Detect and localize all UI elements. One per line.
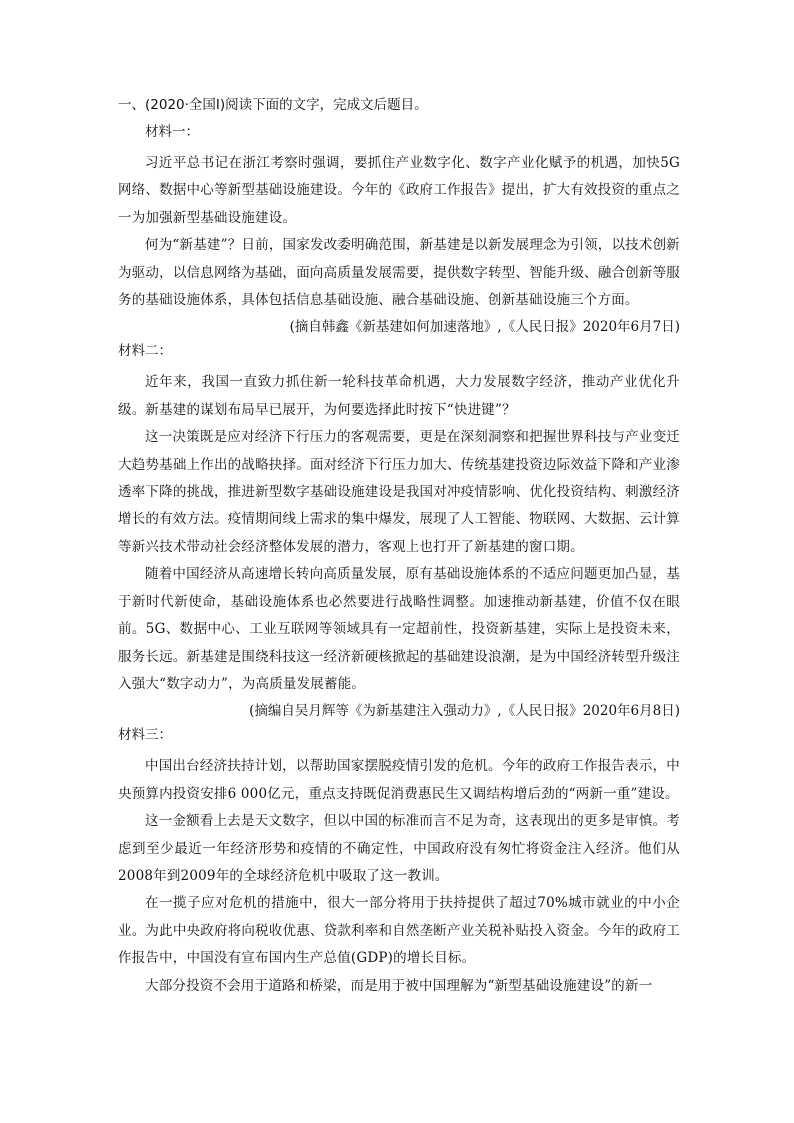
question-heading: 一、(2020·全国Ⅰ)阅读下面的文字，完成文后题目。 [118, 97, 428, 113]
material-1-label: 材料一： [145, 124, 199, 140]
material-2-paragraph: 近年来，我国一直致力抓住新一轮科技革命机遇，大力发展数字经济，推动产业优化升级。新基建的谋划布局早已展开，为何要选择此时按下“快进键”？ [118, 374, 680, 418]
material-2-source: (摘编自吴月辉等《为新基建注入强动力》,《人民日报》2020年6月8日) [249, 703, 680, 720]
material-2-label: 材料二： [118, 343, 172, 360]
material-1-source: (摘自韩鑫《新基建如何加速落地》,《人民日报》2020年6月7日) [289, 319, 680, 336]
material-3-paragraph: 这一金额看上去是天文数字，但以中国的标准而言不足为奇，这表现出的更多是审慎。考虑到至少最近一年经济形势和疫情的不确定性，中国政府没有匆忙将资金注入经济。他们从2008年到2009年的全球经济危机中吸取了这一教训。 [118, 813, 680, 884]
material-2-paragraph: 随着中国经济从高速增长转向高质量发展，原有基础设施体系的不适应问题更加凸显，基于新时代新使命，基础设施体系也必然要进行战略性调整。加速推动新基建，价值不仅在眼前。5G、数据中心、工业互联网等领域具有一定超前性，投资新基建，实际上是投资未来，服务长远。新基建是围绕科技这一经济新硬核掀起的基础建设浪潮，是为中国经济转型升级注入强大“数字动力”，为高质量发展蓄能。 [118, 566, 680, 692]
material-1-paragraph: 何为“新基建”？日前，国家发改委明确范围，新基建是以新发展理念为引领，以技术创新为驱动，以信息网络为基础，面向高质量发展需要，提供数字转型、智能升级、融合创新等服务的基础设施体系，具体包括信息基础设施、融合基础设施、创新基础设施三个方面。 [118, 237, 680, 309]
material-1-paragraph: 习近平总书记在浙江考察时强调，要抓住产业数字化、数字产业化赋予的机遇，加快5G网络、数据中心等新型基础设施建设。今年的《政府工作报告》提出，扩大有效投资的重点之一为加强新型基础设施建设。 [118, 155, 680, 226]
material-2-paragraph: 这一决策既是应对经济下行压力的客观需要，更是在深刻洞察和把握世界科技与产业变迁大趋势基础上作出的战略抉择。面对经济下行压力加大、传统基建投资边际效益下降和产业渗透率下降的挑战，推进新型数字基础设施建设是我国对冲疫情影响、优化投资结构、刺激经济增长的有效方法。疫情期间线上需求的集中爆发，展现了人工智能、物联网、大数据、云计算等新兴技术带动社会经济整体发展的潜力，客观上也打开了新基建的窗口期。 [118, 429, 680, 555]
document-page [118, 95, 680, 1000]
material-3-paragraph: 大部分投资不会用于道路和桥梁，而是用于被中国理解为“新型基础设施建设”的新一 [145, 977, 653, 994]
material-3-paragraph: 在一揽子应对危机的措施中，很大一部分将用于扶持提供了超过70%城市就业的中小企业。为此中央政府将向税收优惠、贷款利率和自然垄断产业关税补贴投入资金。今年的政府工作报告中，中国没有宣布国内生产总值(GDP)的增长目标。 [118, 895, 680, 967]
material-3-paragraph: 中国出台经济扶持计划，以帮助国家摆脱疫情引发的危机。今年的政府工作报告表示，中央预算内投资安排6 000亿元，重点支持既促消费惠民生又调结构增后劲的“两新一重”建设。 [118, 758, 680, 802]
material-3-label: 材料三： [118, 727, 172, 744]
